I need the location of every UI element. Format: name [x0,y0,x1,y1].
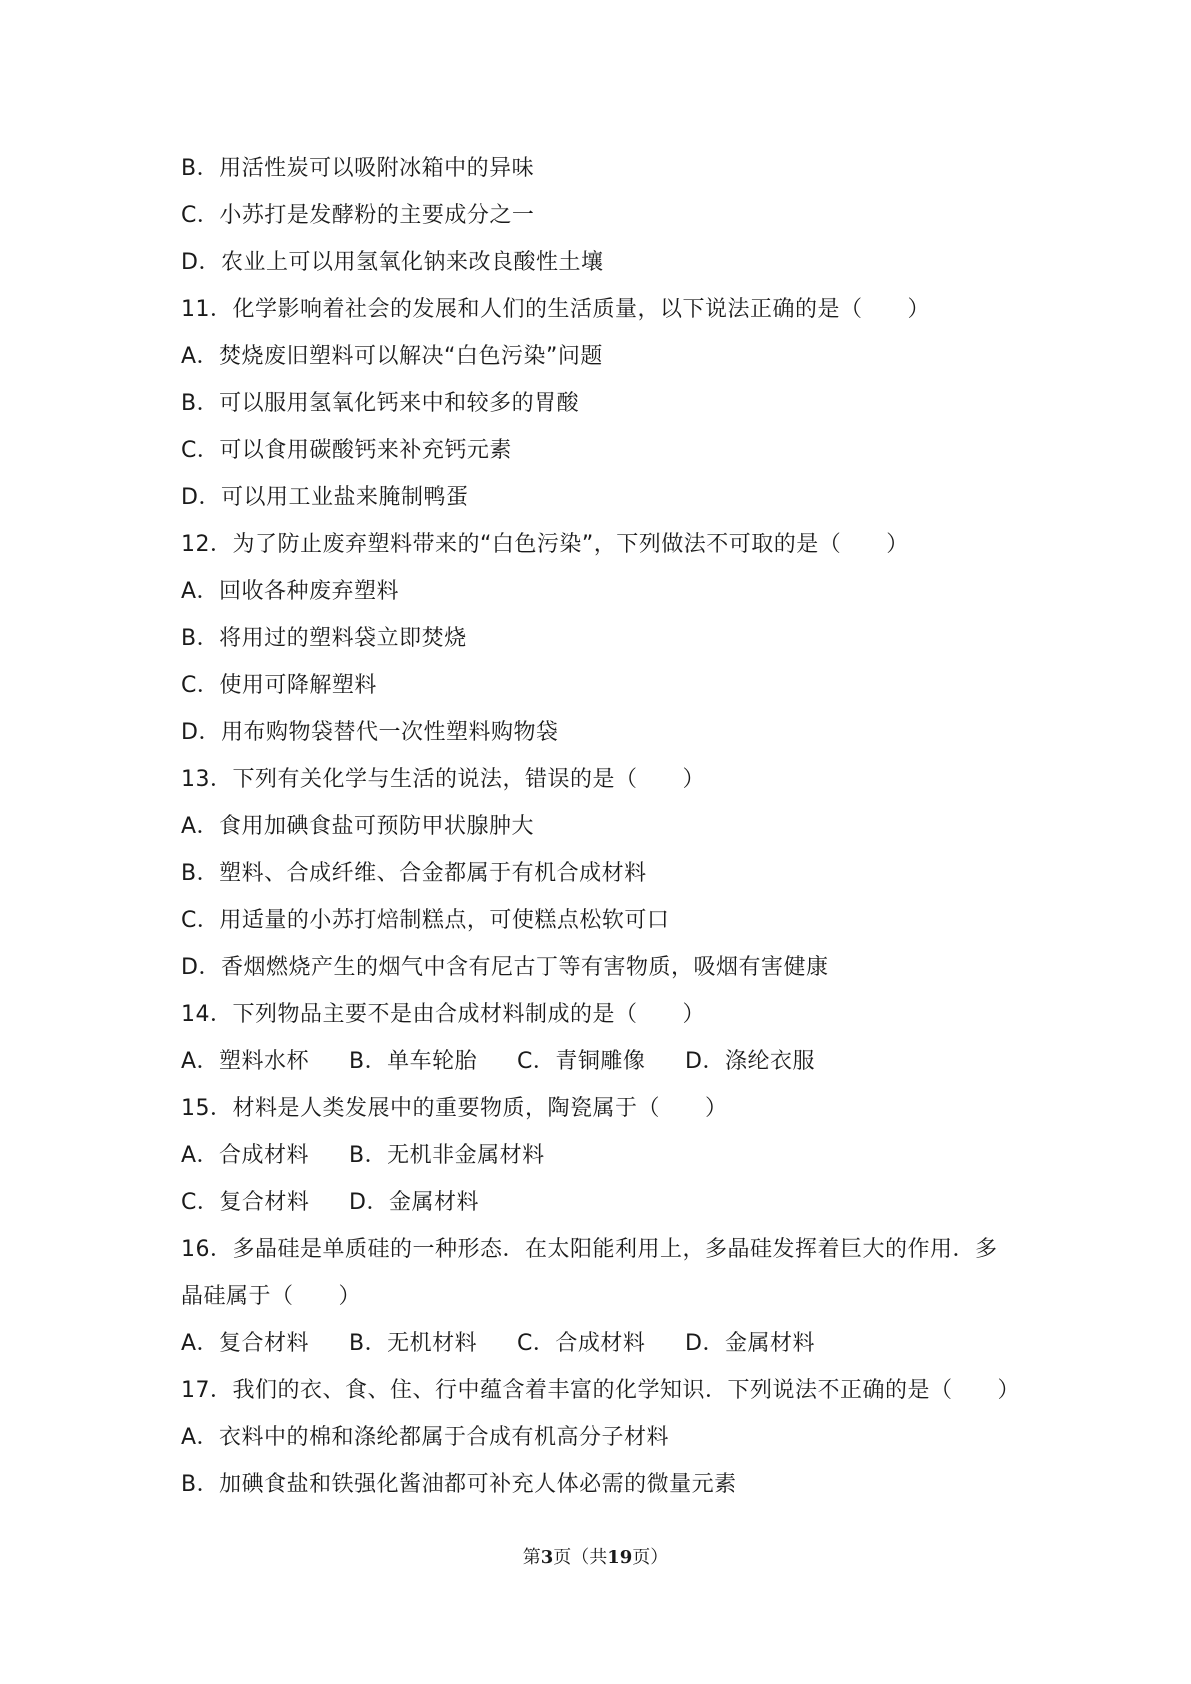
option-line: C．使用可降解塑料 [181,673,377,698]
q16-options-row [181,1320,1041,1367]
question-stem-continued: 晶硅属于（ ） [181,1284,362,1309]
question-stem: 11．化学影响着社会的发展和人们的生活质量，以下说法正确的是（ ） [181,297,930,322]
q14-option-b: B．单车轮胎 [349,1049,478,1074]
question-stem: 12．为了防止废弃塑料带来的“白色污染”，下列做法不可取的是（ ） [181,532,909,557]
question-stem: 16．多晶硅是单质硅的一种形态．在太阳能利用上，多晶硅发挥着巨大的作用．多 [181,1237,998,1262]
q16-option-a: A．复合材料 [181,1331,310,1356]
q15-option-b: B．无机非金属材料 [349,1143,545,1168]
q15-option-c: C．复合材料 [181,1190,310,1215]
q16-option-b: B．无机材料 [349,1331,478,1356]
option-line: D．用布购物袋替代一次性塑料购物袋 [181,720,559,745]
option-line: A．回收各种废弃塑料 [181,579,400,604]
question-stem: 15．材料是人类发展中的重要物质，陶瓷属于（ ） [181,1096,728,1121]
question-stem: 14．下列物品主要不是由合成材料制成的是（ ） [181,1002,705,1027]
question-stem: 13．下列有关化学与生活的说法，错误的是（ ） [181,767,705,792]
footer-suffix: 页） [632,1547,669,1568]
option-line: A．焚烧废旧塑料可以解决“白色污染”问题 [181,344,603,369]
option-line: A．衣料中的棉和涤纶都属于合成有机高分子材料 [181,1425,670,1450]
q15-options-row-1 [181,1132,1041,1179]
option-line: C．可以食用碳酸钙来补充钙元素 [181,438,512,463]
question-stem: 17．我们的衣、食、住、行中蕴含着丰富的化学知识．下列说法不正确的是（ ） [181,1378,1020,1403]
option-line: C．用适量的小苏打焙制糕点，可使糕点松软可口 [181,908,670,933]
q16-option-d: D．金属材料 [685,1331,815,1356]
text-line: B．用活性炭可以吸附冰箱中的异味 [181,156,535,181]
option-line: B．可以服用氢氧化钙来中和较多的胃酸 [181,391,580,416]
option-line: A．食用加碘食盐可预防甲状腺肿大 [181,814,535,839]
q15-option-d: D．金属材料 [349,1190,479,1215]
q14-option-a: A．塑料水杯 [181,1049,310,1074]
q15-options-row-2 [181,1179,1041,1226]
option-line: D．可以用工业盐来腌制鸭蛋 [181,485,469,510]
text-line: C．小苏打是发酵粉的主要成分之一 [181,203,535,228]
question-content [181,145,1041,1508]
text-line: D．农业上可以用氢氧化钠来改良酸性土壤 [181,250,604,275]
option-line: B．加碘食盐和铁强化酱油都可补充人体必需的微量元素 [181,1472,737,1497]
option-line: B．将用过的塑料袋立即焚烧 [181,626,467,651]
q14-option-c: C．青铜雕像 [517,1049,646,1074]
footer-prefix: 第 [522,1547,541,1568]
q15-option-a: A．合成材料 [181,1143,310,1168]
footer-total-pages: 19 [607,1547,633,1568]
page-footer [0,1543,1191,1569]
q14-options-row [181,1038,1041,1085]
footer-page-number: 3 [540,1547,554,1568]
option-line: B．塑料、合成纤维、合金都属于有机合成材料 [181,861,647,886]
footer-middle: 页（共 [553,1547,608,1568]
q16-option-c: C．合成材料 [517,1331,646,1356]
q14-option-d: D．涤纶衣服 [685,1049,815,1074]
option-line: D．香烟燃烧产生的烟气中含有尼古丁等有害物质，吸烟有害健康 [181,955,829,980]
